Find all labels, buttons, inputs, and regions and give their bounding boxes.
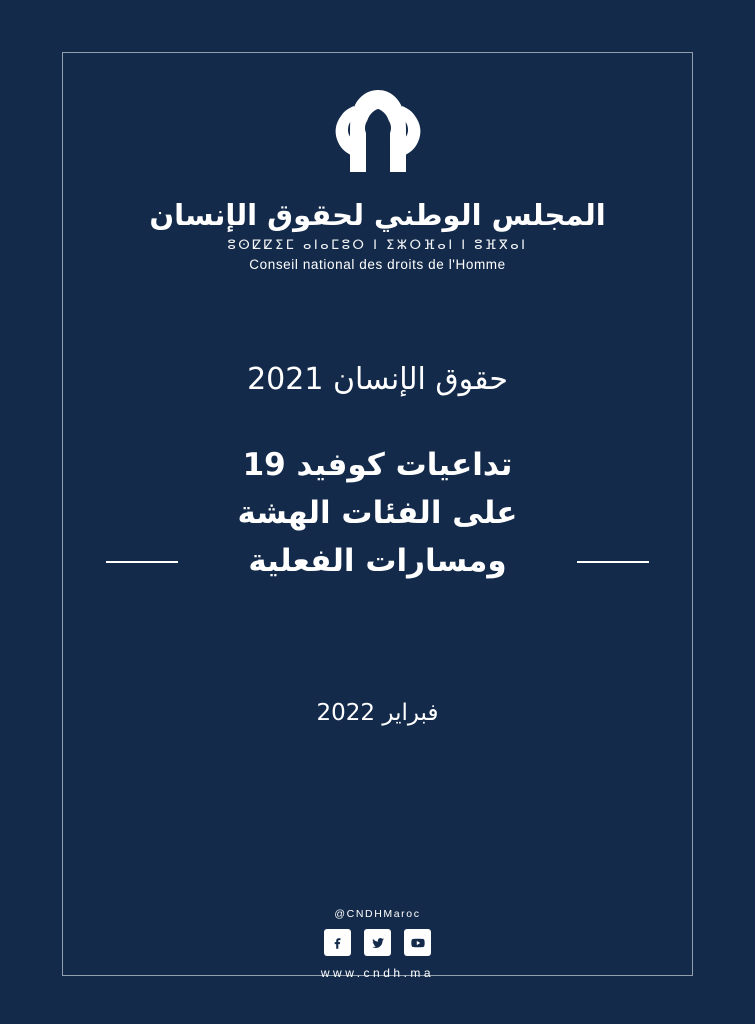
logo-tifinagh-name: ⵓⵙⵇⵇⵉⵎ ⴰⵏⴰⵎⵓⵔ ⵏ ⵉⵣⵔⴼⴰⵏ ⵏ ⵓⴼⴳⴰⵏ: [227, 237, 528, 253]
facebook-icon[interactable]: [324, 929, 351, 956]
twitter-icon[interactable]: [364, 929, 391, 956]
social-links: [0, 929, 755, 956]
series-title: حقوق الإنسان 2021: [247, 362, 508, 397]
main-title-line-3-row: [0, 537, 755, 585]
logo-french-name: Conseil national des droits de l'Homme: [249, 256, 506, 272]
decorative-rule-left: [106, 561, 178, 563]
publication-date: فبراير 2022: [316, 700, 439, 726]
main-title-line-1: تداعيات كوفيد 19: [242, 447, 513, 483]
website-url[interactable]: www.cndh.ma: [320, 966, 435, 980]
cndh-logo-mark-icon: [319, 88, 437, 174]
youtube-icon[interactable]: [404, 929, 431, 956]
main-title-line-3: ومسارات الفعلية: [248, 543, 507, 580]
page-title: [0, 441, 755, 585]
main-title-line-2: على الفئات الهشة: [237, 495, 518, 532]
decorative-rule-right: [577, 561, 649, 563]
organization-logo-block: [0, 88, 755, 272]
title-block: [0, 360, 755, 585]
logo-arabic-name: المجلس الوطني لحقوق الإنسان: [149, 198, 606, 232]
social-handle: @CNDHMaroc: [334, 908, 421, 920]
footer: [0, 908, 755, 980]
